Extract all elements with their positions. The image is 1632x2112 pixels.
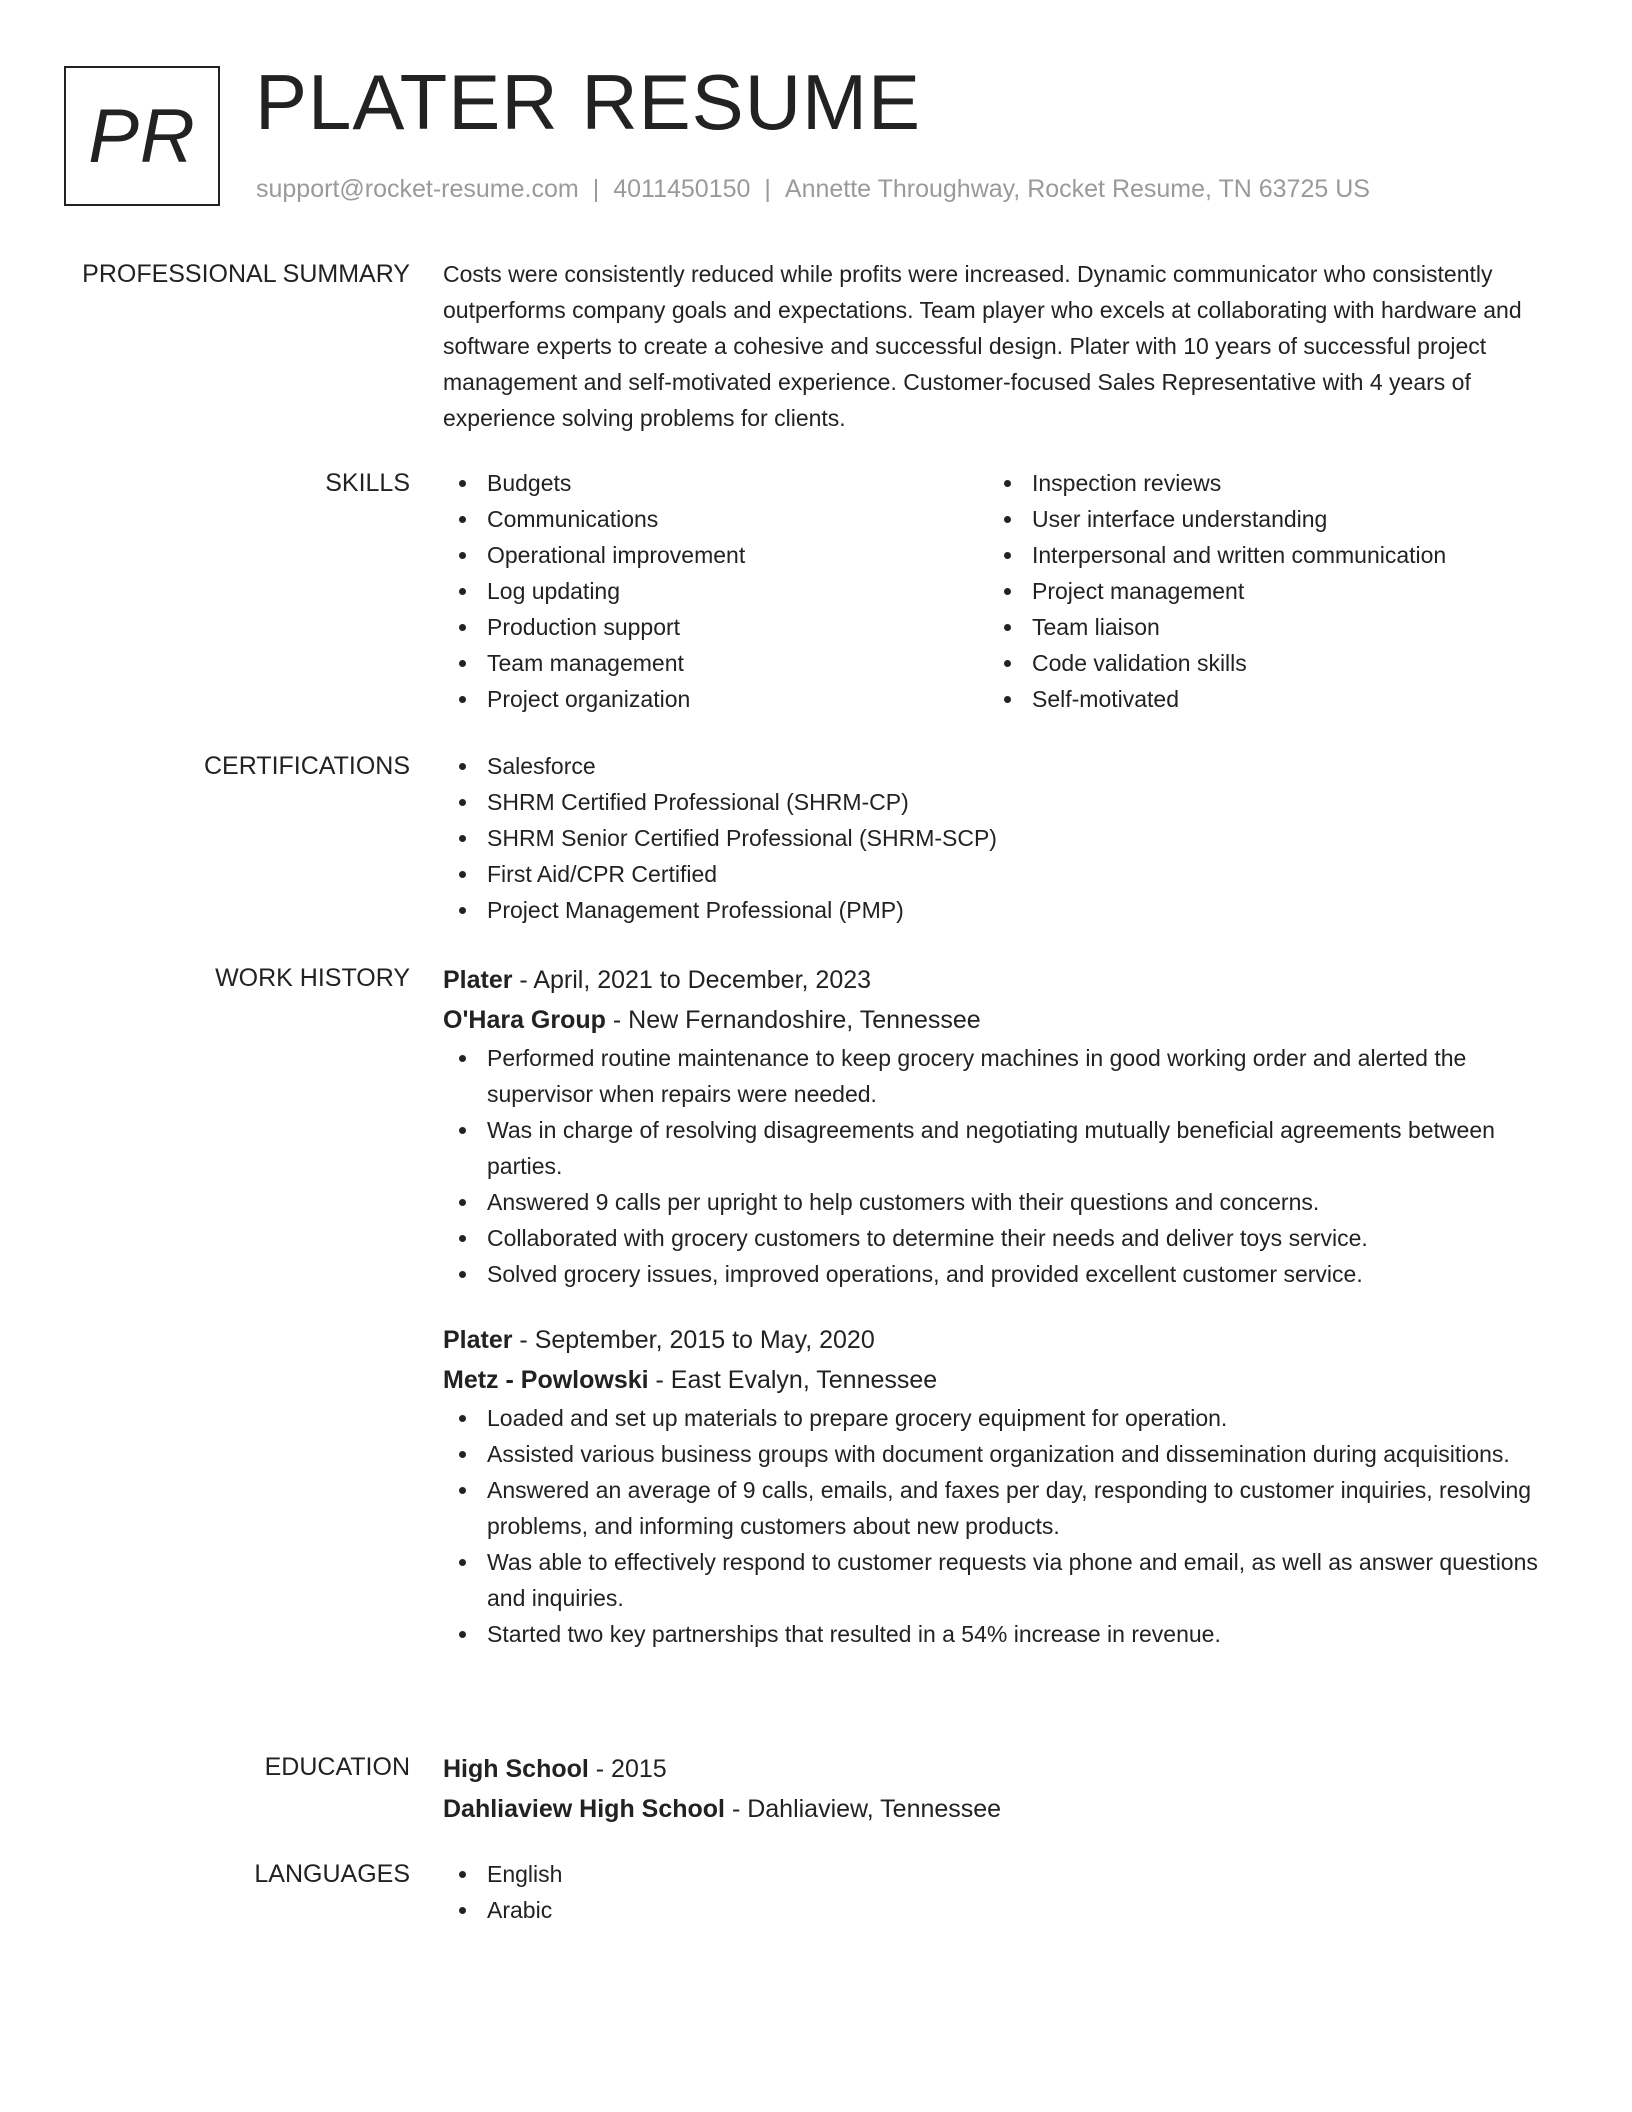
job-bullet: Was able to effectively respond to customer requests via phone and email, as well as answer questions and inquiries.	[443, 1544, 1543, 1616]
skills-body	[443, 465, 1543, 717]
job-bullet: Collaborated with grocery customers to determine their needs and deliver toys service.	[443, 1220, 1543, 1256]
job-company: Metz - Powlowski	[443, 1366, 649, 1394]
job-dates: - April, 2021 to December, 2023	[512, 966, 872, 994]
languages-body	[443, 1856, 1543, 1928]
skill-item: Communications	[443, 501, 988, 537]
job-dates: - September, 2015 to May, 2020	[512, 1326, 875, 1354]
skill-item: Team management	[443, 645, 988, 681]
section-label-certifications: CERTIFICATIONS	[203, 752, 410, 780]
contact-separator: |	[764, 175, 771, 203]
skill-item: Budgets	[443, 465, 988, 501]
summary-text: Costs were consistently reduced while profits were increased. Dynamic communicator who consistently outperforms company goals and expectations. Team player who excels at collaborating with hardware and software experts to create a cohesive and successful design. Plater with 10 years of successful project management and self-motivated experience. Customer-focused Sales Representative with 4 years of experience solving problems for clients.	[443, 261, 1522, 431]
skill-item: Production support	[443, 609, 988, 645]
skill-item: Operational improvement	[443, 537, 988, 573]
job-bullet: Answered an average of 9 calls, emails, and faxes per day, responding to customer inquiries, resolving problems, and informing customers about new products.	[443, 1472, 1543, 1544]
job-company: O'Hara Group	[443, 1006, 606, 1034]
monogram-logo: PR	[64, 66, 220, 206]
skill-item: User interface understanding	[988, 501, 1543, 537]
language-item: Arabic	[443, 1892, 1543, 1928]
education-school: Dahliaview High School	[443, 1795, 725, 1823]
education-degree-line	[443, 1749, 1543, 1789]
section-label-education: EDUCATION	[264, 1753, 410, 1781]
job-location: - East Evalyn, Tennessee	[648, 1366, 938, 1394]
skill-item: Project management	[988, 573, 1543, 609]
education-year: - 2015	[588, 1755, 667, 1783]
job-bullet: Performed routine maintenance to keep grocery machines in good working order and alerted the supervisor when repairs were needed.	[443, 1040, 1543, 1112]
section-label-languages: LANGUAGES	[254, 1860, 410, 1888]
resume-name: PLATER RESUME	[255, 58, 922, 146]
job-company-line	[443, 1000, 1543, 1040]
section-label-work-history: WORK HISTORY	[215, 964, 410, 992]
section-label-skills: SKILLS	[325, 469, 410, 497]
section-label-summary: PROFESSIONAL SUMMARY	[82, 260, 410, 288]
certification-item: Salesforce	[443, 748, 1543, 784]
skill-item: Code validation skills	[988, 645, 1543, 681]
job-bullet: Solved grocery issues, improved operations, and provided excellent customer service.	[443, 1256, 1543, 1292]
certification-item: SHRM Certified Professional (SHRM-CP)	[443, 784, 1543, 820]
job-title-line	[443, 960, 1543, 1000]
skill-item: Team liaison	[988, 609, 1543, 645]
job-entry	[443, 1320, 1543, 1652]
contact-line	[256, 174, 1370, 204]
job-bullet: Answered 9 calls per upright to help customers with their questions and concerns.	[443, 1184, 1543, 1220]
job-company-line	[443, 1360, 1543, 1400]
education-body	[443, 1749, 1543, 1829]
job-bullets	[443, 1400, 1543, 1652]
skill-item: Project organization	[443, 681, 988, 717]
contact-address: Annette Throughway, Rocket Resume, TN 63725 US	[784, 175, 1370, 203]
skill-item: Log updating	[443, 573, 988, 609]
certification-item: SHRM Senior Certified Professional (SHRM-SCP)	[443, 820, 1543, 856]
job-bullets	[443, 1040, 1543, 1292]
certification-item: First Aid/CPR Certified	[443, 856, 1543, 892]
skill-item: Inspection reviews	[988, 465, 1543, 501]
work-history-body	[443, 960, 1543, 1652]
skills-column-1	[443, 465, 988, 717]
certifications-body	[443, 748, 1543, 928]
job-title: Plater	[443, 966, 513, 994]
job-title-line	[443, 1320, 1543, 1360]
skills-column-2	[988, 465, 1543, 717]
job-title: Plater	[443, 1326, 513, 1354]
skill-item: Self-motivated	[988, 681, 1543, 717]
education-school-line	[443, 1789, 1543, 1829]
certification-item: Project Management Professional (PMP)	[443, 892, 1543, 928]
education-location: - Dahliaview, Tennessee	[725, 1795, 1002, 1823]
job-location: - New Fernandoshire, Tennessee	[605, 1006, 981, 1034]
education-degree: High School	[443, 1755, 589, 1783]
job-bullet: Started two key partnerships that resulted in a 54% increase in revenue.	[443, 1616, 1543, 1652]
job-bullet: Loaded and set up materials to prepare grocery equipment for operation.	[443, 1400, 1543, 1436]
contact-separator: |	[592, 175, 600, 203]
job-bullet: Assisted various business groups with document organization and dissemination during acquisitions.	[443, 1436, 1543, 1472]
contact-phone: 4011450150	[613, 175, 751, 203]
job-bullet: Was in charge of resolving disagreements and negotiating mutually beneficial agreements between parties.	[443, 1112, 1543, 1184]
job-entry	[443, 960, 1543, 1292]
skill-item: Interpersonal and written communication	[988, 537, 1543, 573]
language-item: English	[443, 1856, 1543, 1892]
contact-email: support@rocket-resume.com	[256, 175, 579, 203]
